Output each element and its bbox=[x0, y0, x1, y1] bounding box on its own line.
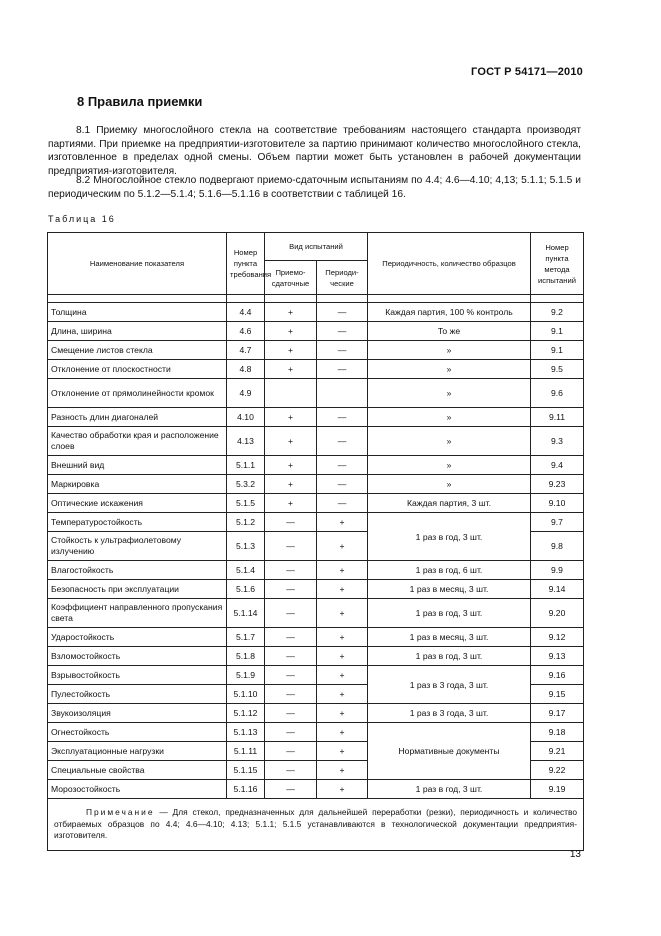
header-periodic: Периоди-ческие bbox=[317, 261, 368, 295]
row-method: 9.11 bbox=[531, 408, 584, 427]
row-method: 9.13 bbox=[531, 647, 584, 666]
row-acc: — bbox=[265, 513, 317, 532]
row-acc: — bbox=[265, 599, 317, 628]
row-req: 5.1.6 bbox=[227, 580, 265, 599]
row-per: + bbox=[317, 599, 368, 628]
row-req: 5.1.14 bbox=[227, 599, 265, 628]
row-name: Оптические искажения bbox=[48, 494, 227, 513]
row-freq: 1 раз в год, 3 шт. bbox=[368, 780, 531, 799]
row-per: — bbox=[317, 360, 368, 379]
document-id: ГОСТ Р 54171—2010 bbox=[471, 66, 583, 78]
row-acc: + bbox=[265, 341, 317, 360]
row-name: Толщина bbox=[48, 303, 227, 322]
header-req-clause: Номер пункта требования bbox=[227, 233, 265, 295]
row-freq: То же bbox=[368, 322, 531, 341]
row-req: 5.1.7 bbox=[227, 628, 265, 647]
row-req: 4.7 bbox=[227, 341, 265, 360]
row-acc: — bbox=[265, 685, 317, 704]
row-name: Разность длин диагоналей bbox=[48, 408, 227, 427]
row-req: 5.1.3 bbox=[227, 532, 265, 561]
row-per: — bbox=[317, 475, 368, 494]
row-acc: + bbox=[265, 494, 317, 513]
row-freq: » bbox=[368, 427, 531, 456]
row-per: + bbox=[317, 780, 368, 799]
row-name: Отклонение от плоскостности bbox=[48, 360, 227, 379]
row-per: + bbox=[317, 561, 368, 580]
row-freq: » bbox=[368, 408, 531, 427]
row-req: 5.1.4 bbox=[227, 561, 265, 580]
row-name: Температуростойкость bbox=[48, 513, 227, 532]
row-per: + bbox=[317, 513, 368, 532]
row-per: + bbox=[317, 723, 368, 742]
paragraph-8-2 bbox=[48, 174, 581, 201]
row-acc: — bbox=[265, 761, 317, 780]
table-caption: Таблица 16 bbox=[48, 214, 116, 224]
row-acc: — bbox=[265, 580, 317, 599]
header-name: Наименование показателя bbox=[48, 233, 227, 295]
row-method: 9.3 bbox=[531, 427, 584, 456]
row-acc: — bbox=[265, 561, 317, 580]
row-acc: — bbox=[265, 532, 317, 561]
row-freq: 1 раз в год, 3 шт. bbox=[368, 647, 531, 666]
row-acc: — bbox=[265, 723, 317, 742]
acceptance-table bbox=[47, 232, 584, 851]
row-name: Огнестойкость bbox=[48, 723, 227, 742]
header-frequency: Периодичность, количество образцов bbox=[368, 233, 531, 295]
row-per: — bbox=[317, 303, 368, 322]
row-req: 5.1.2 bbox=[227, 513, 265, 532]
row-per: + bbox=[317, 580, 368, 599]
row-req: 4.10 bbox=[227, 408, 265, 427]
row-req: 4.9 bbox=[227, 379, 265, 408]
header-method-clause: Номер пункта метода испытаний bbox=[531, 233, 584, 295]
row-acc: + bbox=[265, 360, 317, 379]
row-acc: + bbox=[265, 427, 317, 456]
row-name: Взломостойкость bbox=[48, 647, 227, 666]
row-freq: » bbox=[368, 475, 531, 494]
row-acc: — bbox=[265, 628, 317, 647]
row-acc: + bbox=[265, 475, 317, 494]
row-method: 9.4 bbox=[531, 456, 584, 475]
row-freq: 1 раз в год, 6 шт. bbox=[368, 561, 531, 580]
row-name: Звукоизоляция bbox=[48, 704, 227, 723]
row-method: 9.18 bbox=[531, 723, 584, 742]
row-freq: 1 раз в месяц, 3 шт. bbox=[368, 580, 531, 599]
row-method: 9.8 bbox=[531, 532, 584, 561]
row-per: + bbox=[317, 704, 368, 723]
row-freq: Каждая партия, 3 шт. bbox=[368, 494, 531, 513]
row-method: 9.12 bbox=[531, 628, 584, 647]
row-method: 9.6 bbox=[531, 379, 584, 408]
row-name: Влагостойкость bbox=[48, 561, 227, 580]
paragraph-8-1-text: 8.1 Приемку многослойного стекла на соответствие требованиям настоящего стандарта производят партиями. При приемке на предприятии-изготовителе за партию принимают количество многослойного стекла, изготовленное в пределах одной смены. Объем партии может быть установлен в рабочей документации предприятия-изготовителя. bbox=[48, 125, 581, 177]
row-per bbox=[317, 379, 368, 408]
row-method: 9.23 bbox=[531, 475, 584, 494]
row-req: 5.3.2 bbox=[227, 475, 265, 494]
row-req: 5.1.13 bbox=[227, 723, 265, 742]
row-per: + bbox=[317, 532, 368, 561]
table-note bbox=[48, 799, 584, 851]
row-acc: + bbox=[265, 408, 317, 427]
row-per: + bbox=[317, 666, 368, 685]
row-freq: » bbox=[368, 360, 531, 379]
row-name: Коэффициент направленного пропускания света bbox=[48, 599, 227, 628]
row-method: 9.7 bbox=[531, 513, 584, 532]
row-req: 5.1.16 bbox=[227, 780, 265, 799]
row-name: Морозостойкость bbox=[48, 780, 227, 799]
row-acc: — bbox=[265, 780, 317, 799]
row-per: + bbox=[317, 742, 368, 761]
paragraph-8-2-text: 8.2 Многослойное стекло подвергают приемо-сдаточным испытаниям по 4.4; 4.6—4.10; 4,13; 5.1.1; 5.1.5 и периодическим по 5.1.2—5.1.4; 5.1.6—5.1.16 в соответствии с таблицей 16. bbox=[48, 175, 581, 200]
row-freq: 1 раз в год, 3 шт. bbox=[368, 513, 531, 561]
row-name: Качество обработки края и расположение слоев bbox=[48, 427, 227, 456]
note-text: — Для стекол, предназначенных для дальнейшей переработки (резки), периодичность и количество отбираемых образцов по 4.4; 4.6—4.10; 4.13; 5.1.1; 5.1.5 устанавливаются в технологической документации предприятия-изготовителя. bbox=[54, 807, 578, 840]
row-method: 9.22 bbox=[531, 761, 584, 780]
row-method: 9.9 bbox=[531, 561, 584, 580]
row-method: 9.5 bbox=[531, 360, 584, 379]
row-req: 5.1.9 bbox=[227, 666, 265, 685]
row-method: 9.1 bbox=[531, 322, 584, 341]
page-number: 13 bbox=[569, 849, 581, 860]
row-name: Ударостойкость bbox=[48, 628, 227, 647]
row-acc: — bbox=[265, 647, 317, 666]
row-req: 5.1.5 bbox=[227, 494, 265, 513]
row-acc: + bbox=[265, 322, 317, 341]
row-method: 9.19 bbox=[531, 780, 584, 799]
header-acceptance: Приемо-сдаточные bbox=[265, 261, 317, 295]
row-per: — bbox=[317, 341, 368, 360]
row-per: — bbox=[317, 408, 368, 427]
row-method: 9.21 bbox=[531, 742, 584, 761]
row-per: — bbox=[317, 494, 368, 513]
row-per: — bbox=[317, 322, 368, 341]
row-acc bbox=[265, 379, 317, 408]
row-req: 5.1.11 bbox=[227, 742, 265, 761]
section-title: 8 Правила приемки bbox=[77, 94, 203, 109]
row-freq: » bbox=[368, 456, 531, 475]
row-freq: Нормативные документы bbox=[368, 723, 531, 780]
row-method: 9.2 bbox=[531, 303, 584, 322]
row-req: 5.1.8 bbox=[227, 647, 265, 666]
row-per: + bbox=[317, 761, 368, 780]
paragraph-8-1 bbox=[48, 124, 581, 178]
row-acc: — bbox=[265, 742, 317, 761]
row-per: + bbox=[317, 628, 368, 647]
row-name: Пулестойкость bbox=[48, 685, 227, 704]
row-per: + bbox=[317, 647, 368, 666]
row-req: 4.13 bbox=[227, 427, 265, 456]
row-method: 9.14 bbox=[531, 580, 584, 599]
row-req: 5.1.12 bbox=[227, 704, 265, 723]
row-freq: 1 раз в месяц, 3 шт. bbox=[368, 628, 531, 647]
row-name: Специальные свойства bbox=[48, 761, 227, 780]
row-req: 4.8 bbox=[227, 360, 265, 379]
row-method: 9.15 bbox=[531, 685, 584, 704]
row-acc: — bbox=[265, 704, 317, 723]
row-method: 9.16 bbox=[531, 666, 584, 685]
row-req: 5.1.10 bbox=[227, 685, 265, 704]
note-label: Примечание bbox=[86, 807, 155, 817]
row-name: Отклонение от прямолинейности кромок bbox=[48, 379, 227, 408]
row-freq: 1 раз в 3 года, 3 шт. bbox=[368, 666, 531, 704]
row-per: — bbox=[317, 456, 368, 475]
row-method: 9.1 bbox=[531, 341, 584, 360]
row-per: — bbox=[317, 427, 368, 456]
row-freq: » bbox=[368, 341, 531, 360]
row-name: Стойкость к ультрафиолетовому излучению bbox=[48, 532, 227, 561]
row-acc: — bbox=[265, 666, 317, 685]
row-req: 4.6 bbox=[227, 322, 265, 341]
row-acc: + bbox=[265, 456, 317, 475]
row-name: Безопасность при эксплуатации bbox=[48, 580, 227, 599]
row-name: Длина, ширина bbox=[48, 322, 227, 341]
row-freq: Каждая партия, 100 % контроль bbox=[368, 303, 531, 322]
row-name: Маркировка bbox=[48, 475, 227, 494]
row-freq: » bbox=[368, 379, 531, 408]
row-method: 9.20 bbox=[531, 599, 584, 628]
row-freq: 1 раз в 3 года, 3 шт. bbox=[368, 704, 531, 723]
row-acc: + bbox=[265, 303, 317, 322]
row-name: Смещение листов стекла bbox=[48, 341, 227, 360]
row-name: Внешний вид bbox=[48, 456, 227, 475]
row-req: 4.4 bbox=[227, 303, 265, 322]
row-name: Взрывостойкость bbox=[48, 666, 227, 685]
row-req: 5.1.15 bbox=[227, 761, 265, 780]
row-name: Эксплуатационные нагрузки bbox=[48, 742, 227, 761]
row-method: 9.17 bbox=[531, 704, 584, 723]
row-freq: 1 раз в год, 3 шт. bbox=[368, 599, 531, 628]
row-per: + bbox=[317, 685, 368, 704]
row-method: 9.10 bbox=[531, 494, 584, 513]
row-req: 5.1.1 bbox=[227, 456, 265, 475]
header-test-type: Вид испытаний bbox=[265, 233, 368, 261]
